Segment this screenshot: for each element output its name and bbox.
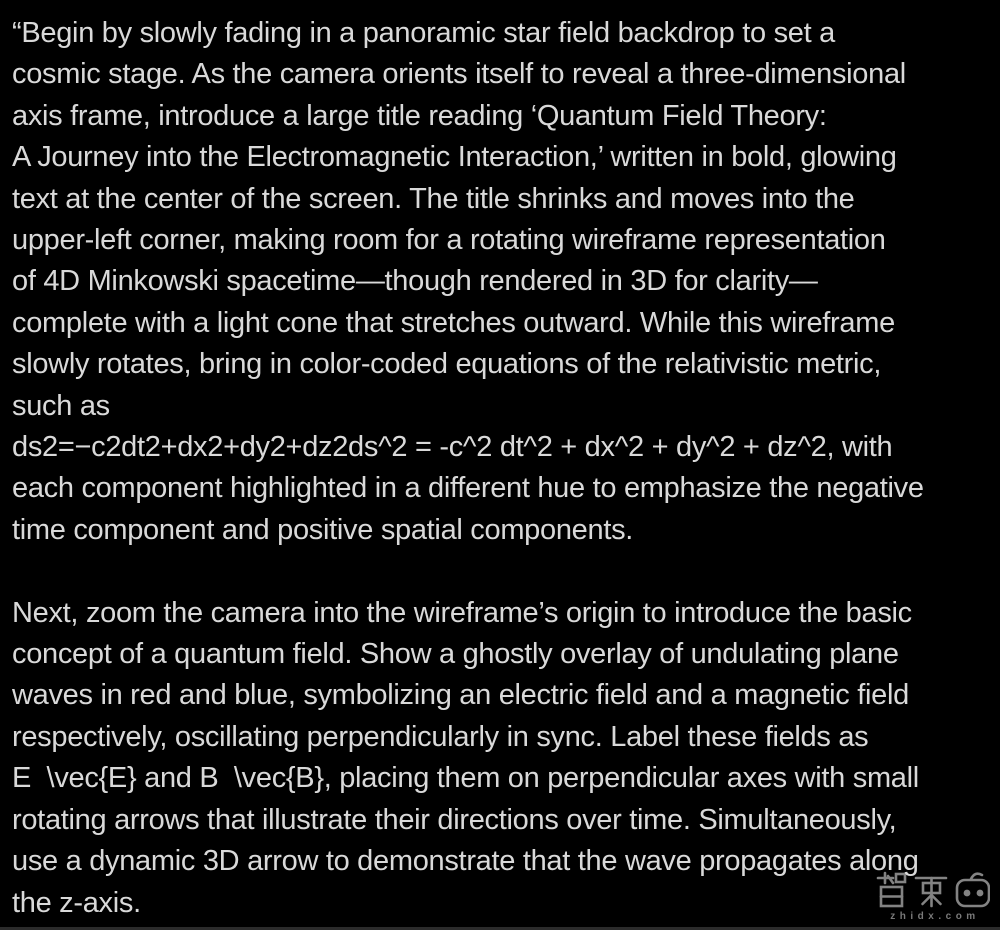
text-line: time component and positive spatial components. [12,513,634,546]
text-line: the z-axis. [12,886,141,919]
paragraph-quantum-intro [12,13,990,551]
text-line: A Journey into the Electromagnetic Interaction,’ written in bold, glowing [12,141,897,174]
text-line: respectively, oscillating perpendicularly in sync. Label these fields as [12,720,869,753]
text-line: such as [12,389,110,422]
text-line: slowly rotates, bring in color-coded equations of the relativistic metric, [12,348,882,381]
text-line: cosmic stage. As the camera orients itself to reveal a three-dimensional [12,58,906,91]
text-line: rotating arrows that illustrate their directions over time. Simultaneously, [12,803,897,836]
text-line: use a dynamic 3D arrow to demonstrate that the wave propagates along [12,845,919,878]
text-line: ds2=−c2dt2+dx2+dy2+dz2ds^2 = -c^2 dt^2 + dx^2 + dy^2 + dz^2, with [12,431,893,464]
text-line: upper-left corner, making room for a rotating wireframe representation [12,224,886,257]
zhidx-site-text: zhidx.com [890,911,980,922]
text-line: text at the center of the screen. The title shrinks and moves into the [12,182,855,215]
text-line: E \vec{E} and B \vec{B}, placing them on perpendicular axes with small [12,762,919,795]
text-line: concept of a quantum field. Show a ghostly overlay of undulating plane [12,638,899,671]
text-line: each component highlighted in a different hue to emphasize the negative [12,472,924,505]
text-line: waves in red and blue, symbolizing an electric field and a magnetic field [12,679,909,712]
text-line: of 4D Minkowski spacetime—though rendered in 3D for clarity— [12,265,818,298]
text-line: axis frame, introduce a large title reading ‘Quantum Field Theory: [12,99,827,132]
text-line: “Begin by slowly fading in a panoramic star field backdrop to set a [12,17,835,49]
paragraph-quantum-field [12,593,990,924]
text-line: complete with a light cone that stretches outward. While this wireframe [12,306,895,339]
text-line: Next, zoom the camera into the wireframe’s origin to introduce the basic [12,596,912,629]
